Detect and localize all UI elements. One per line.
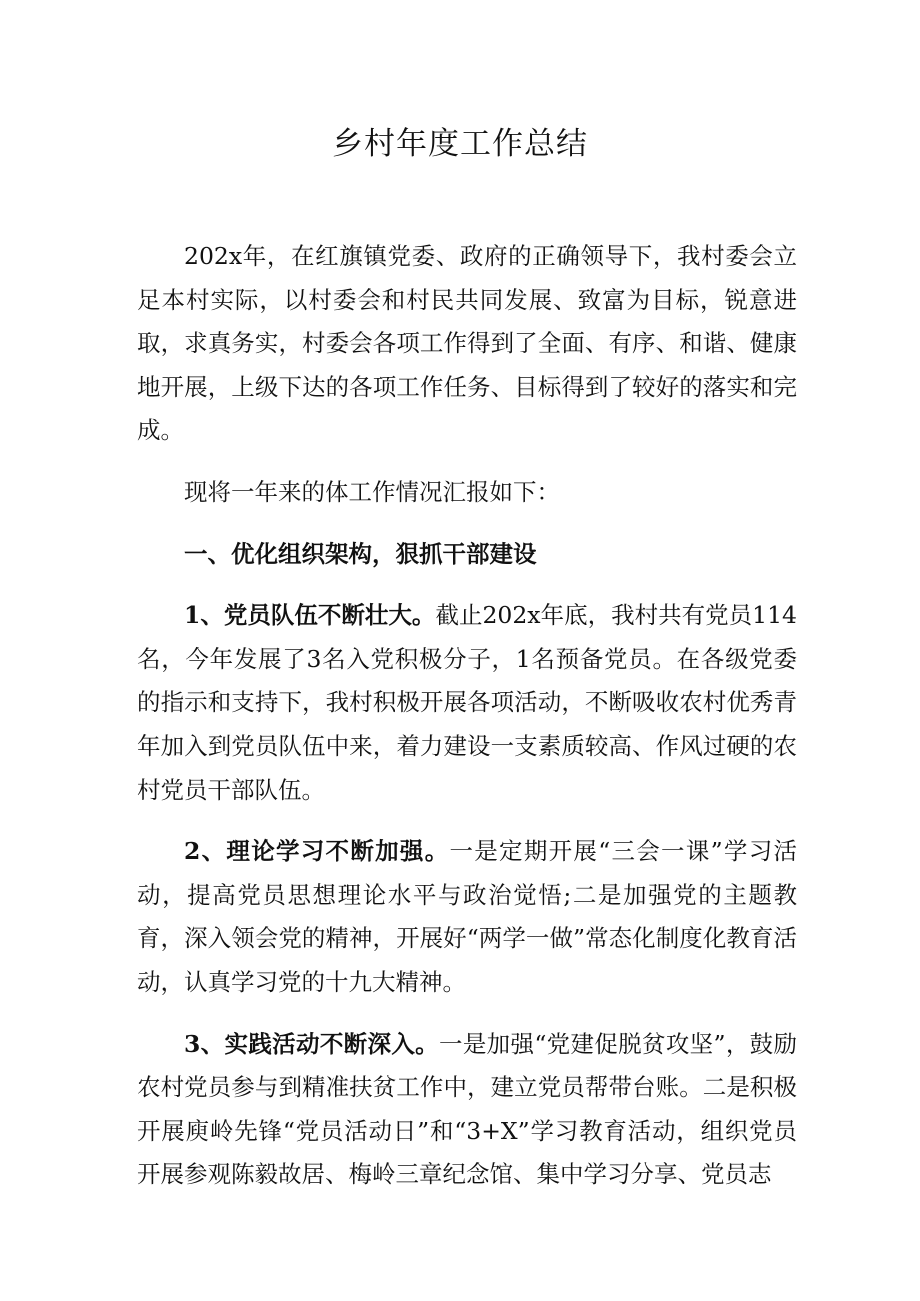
item-2-heading: 2、理论学习不断加强。 (184, 837, 450, 866)
paragraph-intro: 202x年，在红旗镇党委、政府的正确领导下，我村委会立足本村实际，以村委会和村民共同发展、致富为目标，锐意进取，求真务实，村委会各项工作得到了全面、有序、和谐、健康地开展，上级下达的各项工作任务、目标得到了较好的落实和完成。 (137, 242, 797, 445)
paragraph-item-2 (137, 830, 797, 1004)
paragraph-lead: 现将一年来的体工作情况汇报如下： (184, 477, 560, 506)
paragraph-item-1 (137, 594, 797, 812)
paragraph-item-3 (137, 1023, 797, 1197)
item-3-heading: 3、实践活动不断深入。 (184, 1029, 439, 1058)
item-2-text: 一是定期开展“三会一课”学习活动，提高党员思想理论水平与政治觉悟;二是加强党的主题教育，深入领会党的精神，开展好“两学一做”常态化制度化教育活动，认真学习党的十九大精神。 (137, 837, 797, 996)
section-heading-1: 一、优化组织架构，狠抓干部建设 (184, 539, 537, 568)
item-1-text: 截止202x年底，我村共有党员114名，今年发展了3名入党积极分子，1名预备党员。在各级党委的指示和支持下，我村积极开展各项活动，不断吸收农村优秀青年加入到党员队伍中来，着力建设一支素质较高、作风过硬的农村党员干部队伍。 (137, 601, 797, 804)
item-1-heading: 1、党员队伍不断壮大。 (184, 601, 436, 630)
item-3-text: 一是加强“党建促脱贫攻坚”，鼓励农村党员参与到精准扶贫工作中，建立党员帮带台账。二是积极开展庾岭先锋“党员活动日”和“3+X”学习教育活动，组织党员开展参观陈毅故居、梅岭三章纪念馆、集中学习分享、党员志 (137, 1029, 797, 1189)
document-title: 乡村年度工作总结 (332, 126, 588, 162)
document-body (137, 235, 797, 1197)
